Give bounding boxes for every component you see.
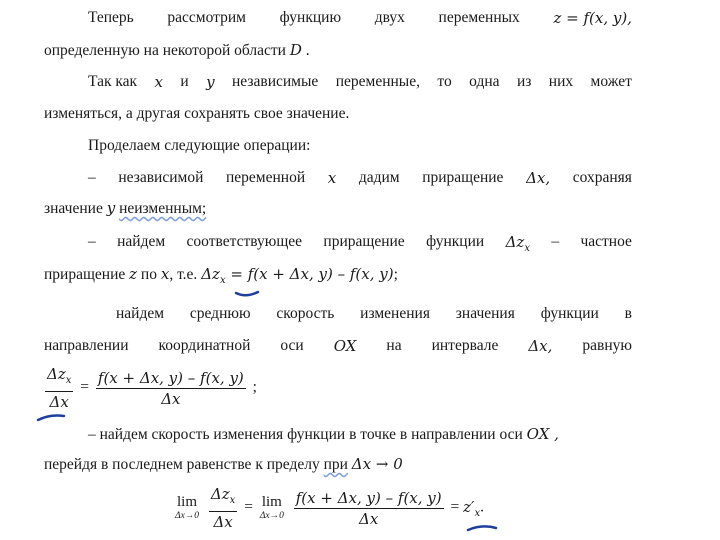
word: в xyxy=(399,426,408,443)
subscript: x xyxy=(474,507,481,519)
word: функции xyxy=(540,305,599,322)
punct: ; xyxy=(393,266,398,283)
limit-condition: Δx → 0 xyxy=(351,455,403,473)
word: независимые xyxy=(232,73,319,90)
denominator: Δx xyxy=(49,393,69,411)
word: них xyxy=(548,73,574,90)
text: перейдя в последнем равенстве к пределу xyxy=(44,456,320,473)
equals-sign: = xyxy=(450,498,460,516)
var-y: y xyxy=(206,73,215,91)
word: может xyxy=(590,73,632,90)
var-y: y xyxy=(106,199,116,217)
word: переменной xyxy=(225,169,306,186)
axis-ox: OX , xyxy=(526,425,559,443)
word: из xyxy=(516,73,532,90)
var-x: x xyxy=(154,73,163,91)
equals-sign: = xyxy=(80,378,90,396)
word: найдем xyxy=(117,233,166,250)
domain-symbol: D xyxy=(289,41,302,59)
delta-x: Δx, xyxy=(528,337,553,355)
dz: Δz xyxy=(201,265,220,283)
subscript: x xyxy=(524,243,530,254)
word: – xyxy=(88,169,96,186)
word: функции xyxy=(287,426,346,443)
word: – xyxy=(88,426,96,443)
formula-z-f: z = f(x, y), xyxy=(553,9,632,27)
word: в xyxy=(624,305,632,322)
equals-sign: = xyxy=(244,498,253,516)
word: интервале xyxy=(431,337,499,354)
word: приращение xyxy=(422,169,504,186)
lim: lim xyxy=(261,494,282,510)
var-x: x xyxy=(160,265,170,283)
word: Теперь xyxy=(88,9,134,26)
word: соответствующее xyxy=(186,233,303,250)
lim-under: Δx→0 xyxy=(259,511,284,521)
word: функции xyxy=(426,233,485,250)
numerator: Δz xyxy=(47,365,66,383)
word: среднюю xyxy=(189,305,251,322)
lim-under: Δx→0 xyxy=(175,511,200,521)
numerator: Δz xyxy=(210,485,230,503)
denominator: Δx xyxy=(359,509,379,528)
pen-mark-1 xyxy=(236,292,258,295)
pen-mark-3 xyxy=(468,526,496,530)
word: скорость xyxy=(151,426,210,443)
text: по xyxy=(140,266,157,283)
word: – xyxy=(551,233,560,250)
word: то xyxy=(437,73,452,90)
punct: ; xyxy=(252,378,257,396)
word: переменные, xyxy=(335,73,420,90)
var-z: z xyxy=(129,265,138,283)
word: частное xyxy=(580,233,632,250)
rhs: = f(x + Δx, y) – f(x, y) xyxy=(230,265,394,283)
text: приращение xyxy=(44,266,126,283)
punct: . xyxy=(305,42,310,59)
word: оси xyxy=(499,426,523,443)
word: одна xyxy=(469,73,500,90)
numerator: f(x + Δx, y) – f(x, y) xyxy=(295,488,442,507)
word: точке xyxy=(360,426,397,443)
word: – xyxy=(88,233,96,250)
word: изменения xyxy=(360,305,430,322)
word: оси xyxy=(280,337,304,354)
pen-mark-2 xyxy=(38,416,64,421)
text: Проделаем следующие операции: xyxy=(88,137,311,154)
word: найдем xyxy=(116,305,165,322)
word: независимой xyxy=(118,169,204,186)
spellcheck-underlined-word: при xyxy=(323,456,348,473)
dz: Δz xyxy=(505,233,525,251)
text: изменяться, а другая сохранять свое значение. xyxy=(44,105,350,122)
word: двух xyxy=(374,9,405,26)
word: найдем xyxy=(99,426,148,443)
word: приращение xyxy=(323,233,405,250)
numerator: f(x + Δx, y) – f(x, y) xyxy=(97,368,244,387)
word: изменения xyxy=(213,426,284,443)
word: скорость xyxy=(276,305,335,322)
word: функцию xyxy=(279,9,342,26)
axis-ox: OX xyxy=(333,337,357,355)
punct: . xyxy=(480,498,484,516)
word: равную xyxy=(582,337,632,354)
word: Так как xyxy=(88,73,138,90)
lim: lim xyxy=(177,494,198,510)
word: на xyxy=(386,337,402,354)
word: переменных xyxy=(438,9,520,26)
spellcheck-underlined-word: неизменным; xyxy=(119,200,207,217)
text: , т.е. xyxy=(169,266,198,283)
z-prime: z′ xyxy=(463,497,475,516)
word: рассмотрим xyxy=(167,9,246,26)
word: координатной xyxy=(158,337,251,354)
subscript: x xyxy=(65,375,72,386)
text: значение xyxy=(44,200,103,217)
denominator: Δx xyxy=(213,513,233,531)
subscript: x xyxy=(219,275,226,286)
subscript: x xyxy=(229,495,236,506)
delta-x: Δx, xyxy=(526,169,551,187)
word: дадим xyxy=(358,169,400,186)
var-x: x xyxy=(327,169,337,187)
denominator: Δx xyxy=(161,389,181,408)
word: направлении xyxy=(44,337,129,354)
text: определенную на некоторой области xyxy=(44,42,286,59)
word: значения xyxy=(455,305,515,322)
word: направлении xyxy=(411,426,496,443)
word: и xyxy=(180,73,189,90)
word: сохраняя xyxy=(572,169,632,186)
word: в xyxy=(349,426,357,443)
